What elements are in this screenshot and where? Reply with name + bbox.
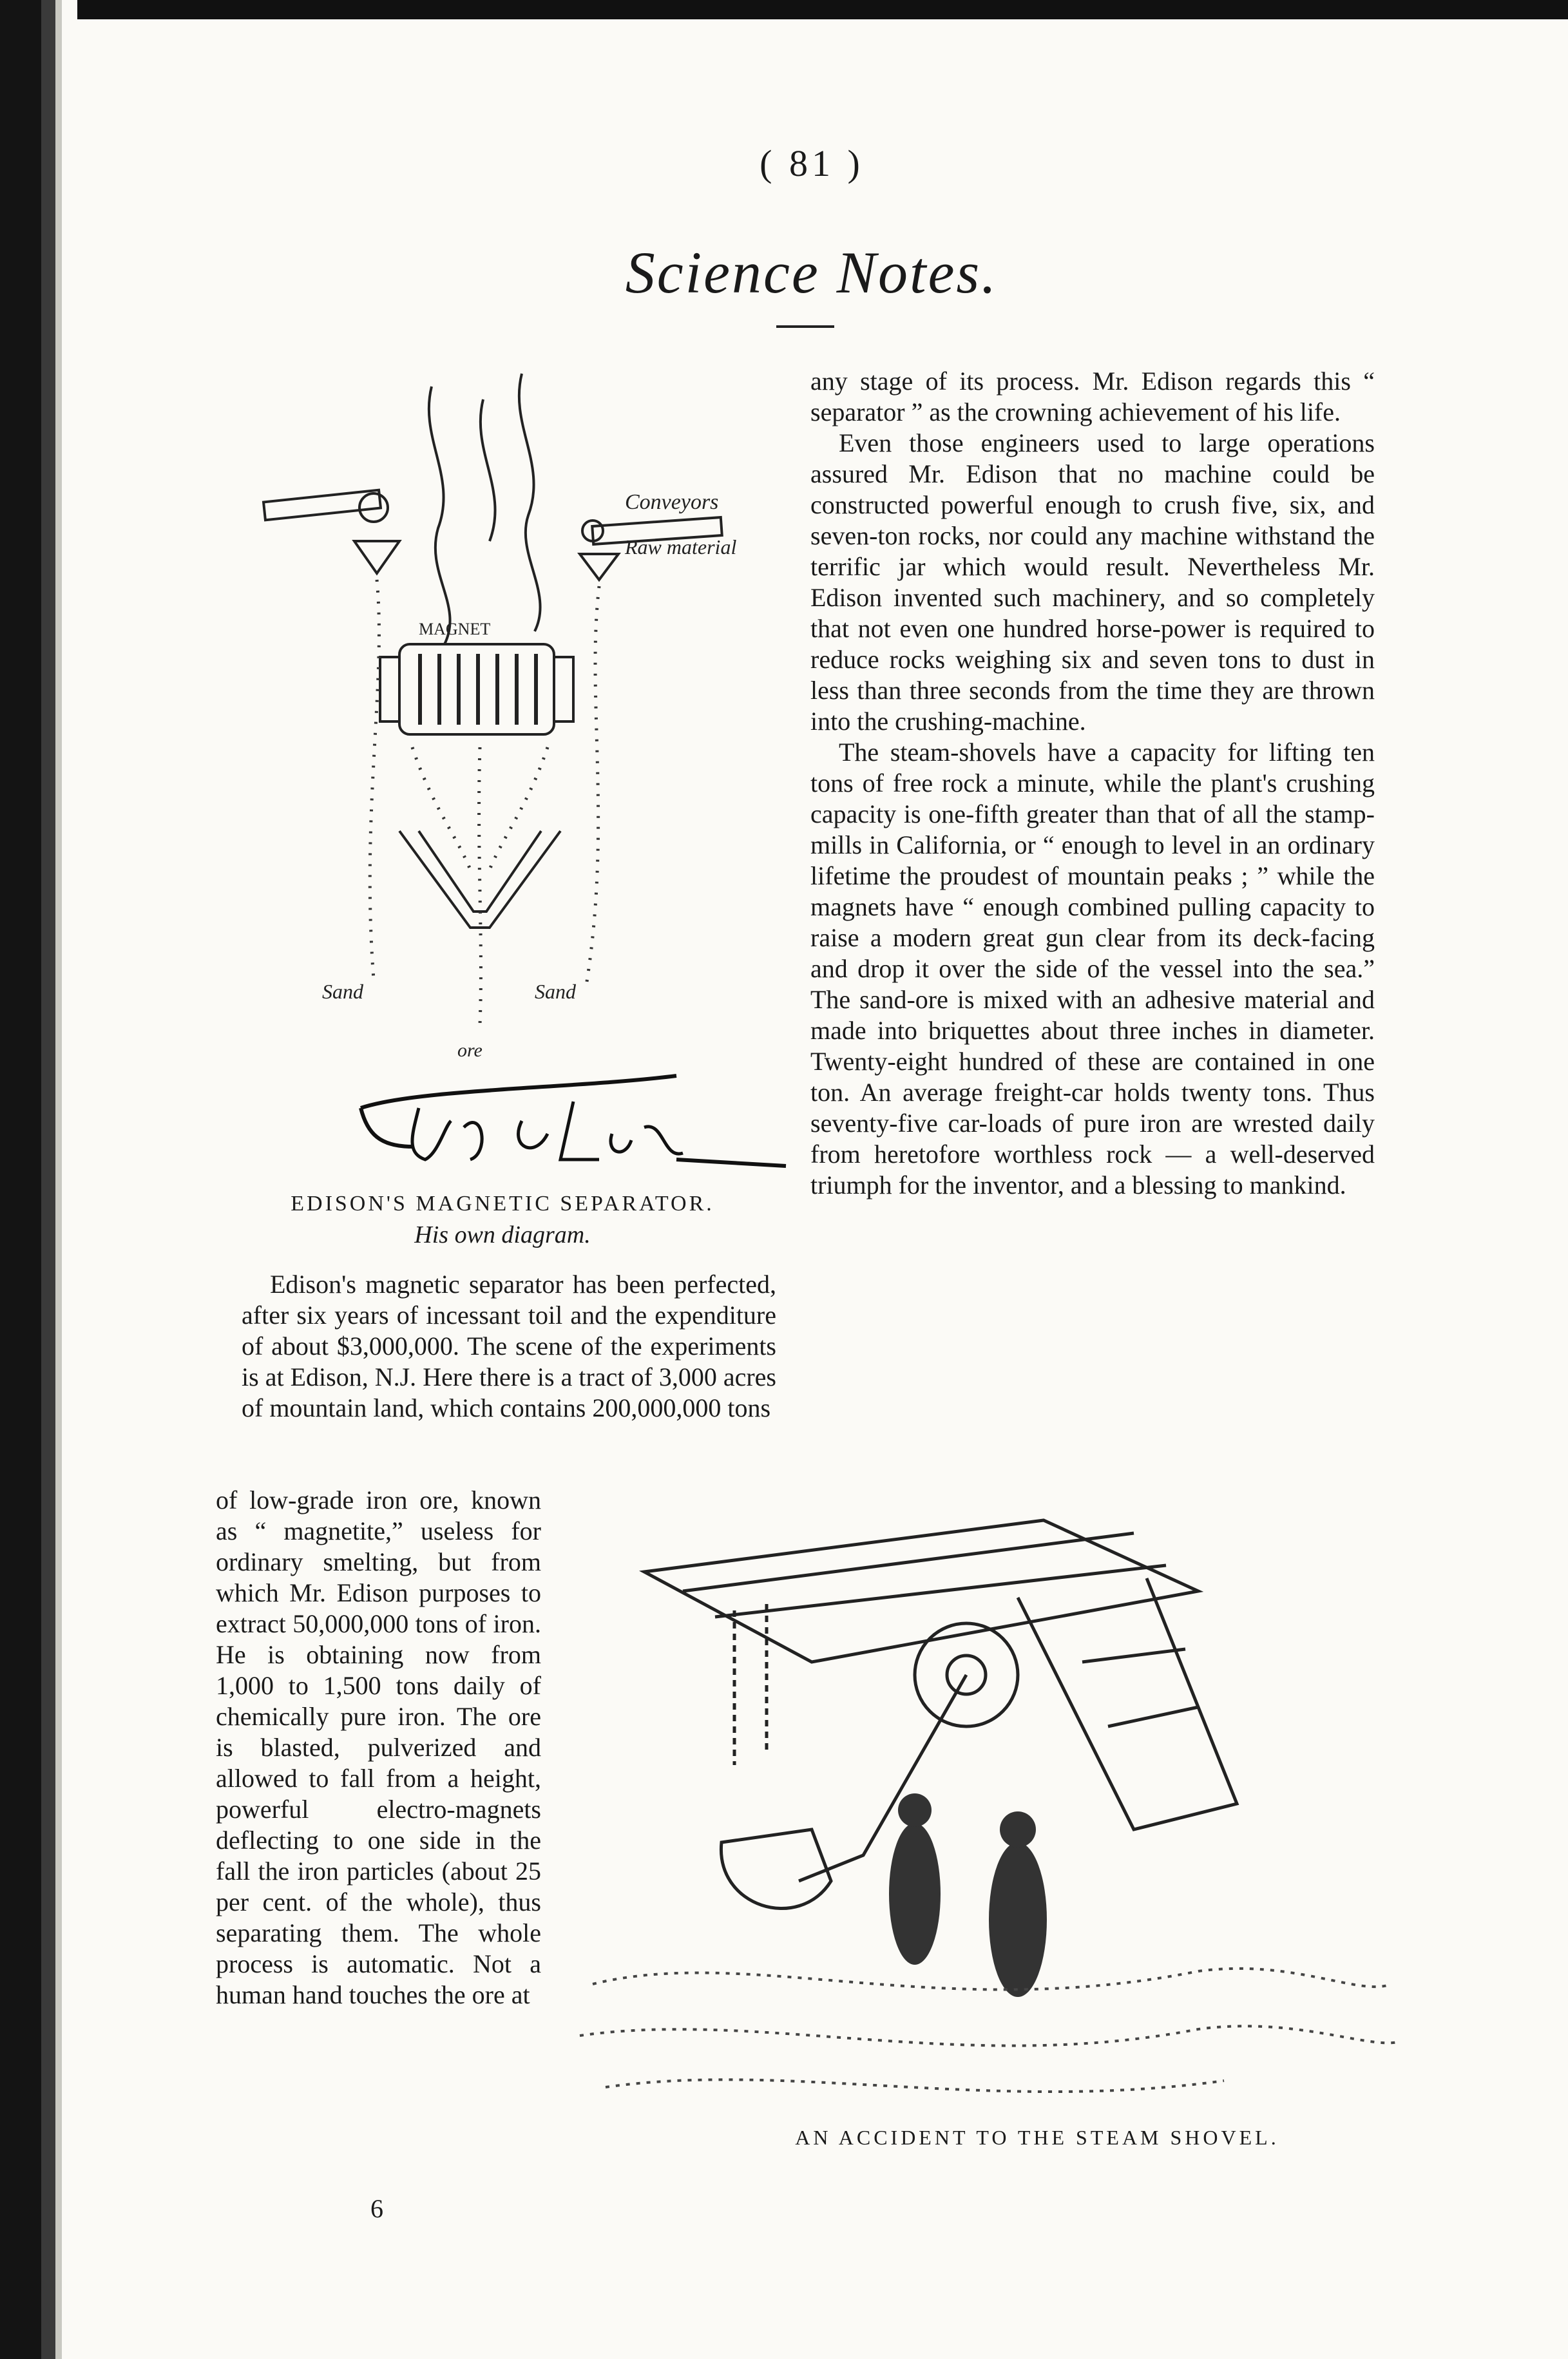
article-paragraph: Edison's magnetic separator has been perfected, after six years of incessant toil and the expenditure of about $3,000,000. The scene of the experiments is at Edison, N.J. Here there is a tract of 3,000 acres of mountain land, which contains 200,000,000 tons	[242, 1270, 776, 1422]
diagram-subcaption: His own diagram.	[414, 1221, 591, 1248]
sand-stream-left	[370, 580, 379, 979]
sand-stream-right	[586, 586, 599, 986]
left-hopper	[354, 541, 399, 573]
label-sand-left: Sand	[322, 980, 363, 1003]
label-raw-material: Raw material	[625, 535, 737, 559]
separator-diagram	[251, 361, 767, 1082]
shovel-arm	[799, 1675, 966, 1881]
article-paragraph: The steam-shovels have a capacity for lifting ten tons of free rock a minute, while the plant's crushing capacity is one-fifth greater than that of all the stamp-mills in California, or “ enough to level in an ordinary lifetime the proudest of mountain peaks ; ” while the magnets have “ enough combined pulling capacity to raise a modern great gun clear from its deck-facing and drop it over the side of the vessel into the sea.” The sand-ore is mixed with an adhesive material and made into briquettes about three inches in diameter. Twenty-eight hundred of these are contained in one ton. An average freight-car holds twenty tons. Thus seventy-five car-loads of pure iron are wrested daily from heretofore worthless rock — a well-deserved triumph for the inventor, and a blessing to mankind.	[810, 738, 1375, 1199]
article-paragraph: any stage of its process. Mr. Edison regards this “ separator ” as the crowning achievement of his life.	[810, 367, 1375, 426]
smoke-line	[519, 374, 540, 631]
book-spine-edge	[0, 0, 77, 2359]
right-hopper	[580, 554, 618, 580]
smoke-line	[481, 399, 495, 541]
label-conveyors: Conveyors	[625, 490, 719, 514]
article-left-narrow-column	[216, 1485, 541, 2010]
steam-shovel-illustration	[554, 1495, 1404, 2126]
section-title: Science Notes.	[625, 240, 999, 305]
page-top-edge	[0, 0, 1568, 19]
title-rule	[776, 325, 834, 328]
label-sand-right: Sand	[535, 980, 576, 1003]
ore-stream	[479, 747, 481, 1024]
rubble	[593, 1969, 1391, 1990]
article-paragraph: Even those engineers used to large operations assured Mr. Edison that no machine could be constructed powerful enough to crush five, six, and seven-ton rocks, nor could any machine withstand the terrific jar which would result. Nevertheless Mr. Edison invented such machinery, and so completely that not even one hundred horse-power is required to reduce rocks weighing six and seven tons to dust in less than three seconds from the time they are thrown into the crushing-machine.	[810, 428, 1375, 736]
article-right-column	[810, 366, 1375, 1201]
smoke-line	[429, 387, 450, 644]
article-paragraph: of low-grade iron ore, known as “ magnetite,” useless for ordinary smelting, but from which Mr. Edison purposes to extract 50,000,000 tons of iron. He is obtaining now from 1,000 to 1,500 tons daily of chemically pure iron. The ore is blasted, pulverized and allowed to fall from a height, powerful electro-magnets deflecting to one side in the fall the iron particles (about 25 per cent. of the whole), thus separating them. The whole process is automatic. Not a human hand touches the ore at	[216, 1485, 541, 2009]
signature-folio: 6	[370, 2194, 383, 2223]
illustration-caption: AN ACCIDENT TO THE STEAM SHOVEL.	[795, 2126, 1279, 2149]
shovel-boom	[644, 1520, 1198, 1662]
label-ore: ore	[457, 1040, 483, 1061]
shovel-frame	[1018, 1578, 1237, 1829]
worker-figure	[889, 1823, 941, 1965]
article-left-column	[242, 1269, 776, 1424]
diagram-caption: EDISON'S MAGNETIC SEPARATOR.	[291, 1192, 714, 1216]
label-magnet: MAGNET	[419, 620, 491, 638]
worker-figure	[989, 1842, 1047, 1997]
edison-signature	[341, 1069, 792, 1179]
page-number: ( 81 )	[760, 142, 864, 184]
shovel-bucket	[721, 1829, 831, 1909]
